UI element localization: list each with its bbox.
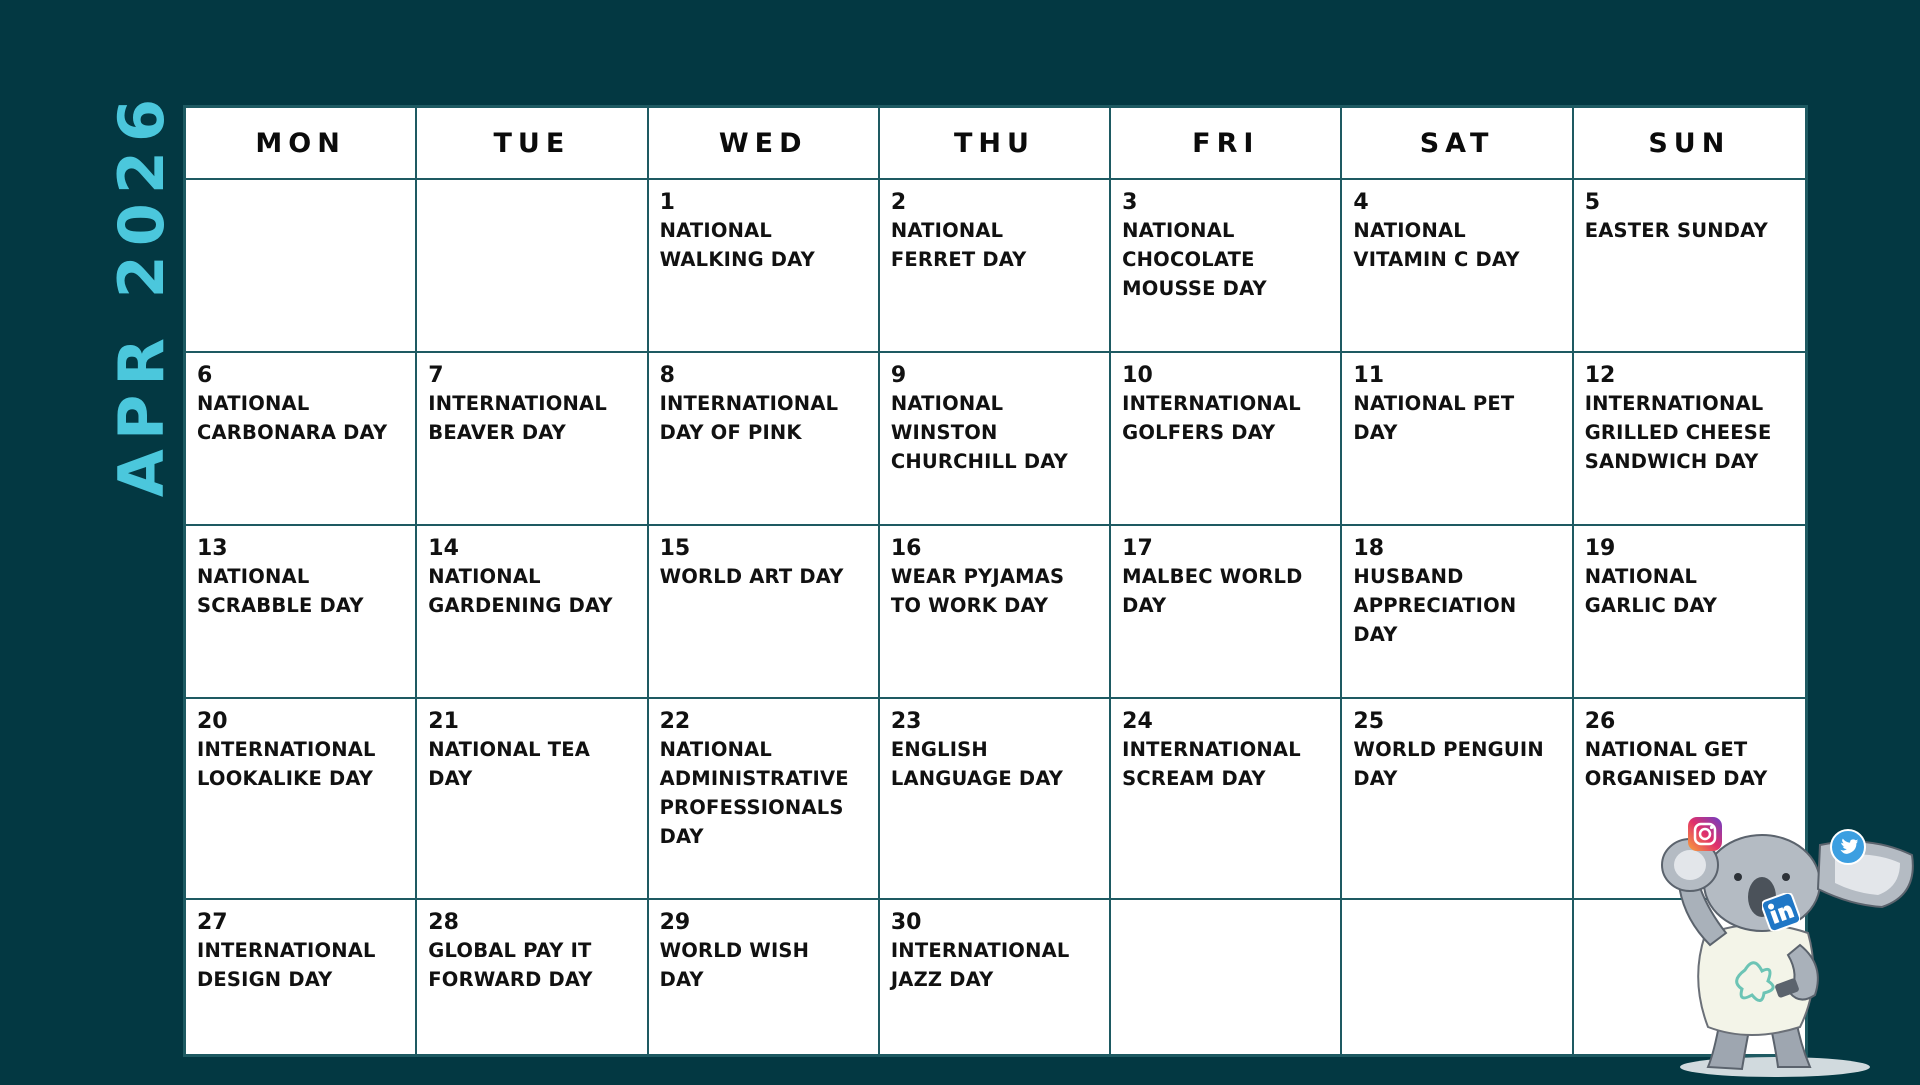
day-cell: [649, 699, 880, 900]
day-event: NATIONAL CHOCOLATE MOUSSE DAY: [1122, 219, 1267, 300]
day-cell: [1111, 900, 1342, 1054]
calendar-grid: [183, 105, 1808, 1057]
day-number: 26: [1584, 709, 1616, 734]
day-event: NATIONAL GET ORGANISED DAY: [1584, 738, 1768, 790]
weekday-header-wed: WED: [649, 108, 880, 180]
weekday-header-thu: THU: [880, 108, 1111, 180]
day-event: NATIONAL GARDENING DAY: [428, 565, 613, 617]
day-number: 10: [1122, 363, 1153, 388]
day-cell: [880, 353, 1111, 526]
day-event: INTERNATIONAL DAY OF PINK: [659, 392, 839, 444]
twitter-icon: [1830, 829, 1866, 865]
day-number: 12: [1584, 363, 1616, 388]
day-number: 27: [197, 910, 228, 935]
day-cell: [417, 353, 648, 526]
day-event: NATIONAL ADMINISTRATIVE PROFESSIONALS DAY: [659, 738, 849, 848]
day-cell: [1111, 526, 1342, 699]
day-cell: [186, 526, 417, 699]
day-cell: [1342, 526, 1573, 699]
koala-mascot: [1650, 805, 1920, 1080]
day-cell: [1574, 180, 1805, 353]
day-number: 18: [1353, 536, 1385, 561]
day-cell: [417, 699, 648, 900]
day-cell: [186, 353, 417, 526]
day-event: INTERNATIONAL SCREAM DAY: [1122, 738, 1301, 790]
day-event: WORLD WISH DAY: [659, 939, 810, 991]
day-event: ENGLISH LANGUAGE DAY: [890, 738, 1064, 790]
day-number: 17: [1122, 536, 1153, 561]
day-cell: [1111, 699, 1342, 900]
day-cell: [417, 526, 648, 699]
day-cell: [880, 900, 1111, 1054]
day-cell: [1111, 353, 1342, 526]
day-event: INTERNATIONAL GRILLED CHEESE SANDWICH DAY: [1584, 392, 1772, 473]
day-number: 2: [890, 190, 907, 215]
day-cell: [186, 180, 417, 353]
day-cell: [880, 180, 1111, 353]
day-number: 24: [1122, 709, 1153, 734]
weekday-header-mon: MON: [186, 108, 417, 180]
day-event: MALBEC WORLD DAY: [1122, 565, 1303, 617]
day-number: 25: [1353, 709, 1385, 734]
day-event: NATIONAL FERRET DAY: [890, 219, 1027, 271]
instagram-icon: [1686, 815, 1724, 853]
day-event: INTERNATIONAL BEAVER DAY: [428, 392, 607, 444]
day-number: 1: [659, 190, 675, 215]
day-cell: [649, 353, 880, 526]
day-cell: [1574, 526, 1805, 699]
day-cell: [649, 180, 880, 353]
day-event: NATIONAL CARBONARA DAY: [197, 392, 388, 444]
day-number: 30: [890, 910, 922, 935]
day-number: 16: [890, 536, 922, 561]
linkedin-icon: [1762, 893, 1800, 931]
month-title-text: APR 2026: [105, 89, 179, 497]
day-cell: [417, 900, 648, 1054]
day-number: 28: [428, 910, 459, 935]
day-event: NATIONAL PET DAY: [1353, 392, 1515, 444]
day-cell: [649, 526, 880, 699]
day-cell: [1111, 180, 1342, 353]
day-event: INTERNATIONAL JAZZ DAY: [890, 939, 1070, 991]
day-number: 23: [890, 709, 922, 734]
day-cell: [1342, 180, 1573, 353]
day-number: 7: [428, 363, 444, 388]
day-cell: [186, 699, 417, 900]
day-event: EASTER SUNDAY: [1584, 219, 1768, 242]
day-number: 6: [197, 363, 213, 388]
day-event: WEAR PYJAMAS TO WORK DAY: [890, 565, 1065, 617]
day-number: 9: [890, 363, 907, 388]
day-number: 22: [659, 709, 691, 734]
day-number: 5: [1584, 190, 1601, 215]
day-cell: [1342, 353, 1573, 526]
weekday-header-sat: SAT: [1342, 108, 1573, 180]
day-event: INTERNATIONAL GOLFERS DAY: [1122, 392, 1301, 444]
day-event: NATIONAL GARLIC DAY: [1584, 565, 1718, 617]
day-event: WORLD PENGUIN DAY: [1353, 738, 1544, 790]
day-event: NATIONAL WINSTON CHURCHILL DAY: [890, 392, 1068, 473]
day-number: 4: [1353, 190, 1369, 215]
day-number: 20: [197, 709, 228, 734]
day-number: 13: [197, 536, 228, 561]
day-number: 11: [1353, 363, 1385, 388]
weekday-header-sun: SUN: [1574, 108, 1805, 180]
day-event: HUSBAND APPRECIATION DAY: [1353, 565, 1517, 646]
day-event: INTERNATIONAL DESIGN DAY: [197, 939, 376, 991]
weekday-header-fri: FRI: [1111, 108, 1342, 180]
month-title: [104, 89, 180, 497]
day-number: 14: [428, 536, 459, 561]
day-event: WORLD ART DAY: [659, 565, 844, 588]
day-cell: [649, 900, 880, 1054]
day-event: NATIONAL TEA DAY: [428, 738, 591, 790]
day-cell: [1342, 699, 1573, 900]
day-event: GLOBAL PAY IT FORWARD DAY: [428, 939, 593, 991]
day-cell: [417, 180, 648, 353]
day-number: 8: [659, 363, 675, 388]
weekday-header-tue: TUE: [417, 108, 648, 180]
day-cell: [880, 526, 1111, 699]
day-event: NATIONAL VITAMIN C DAY: [1353, 219, 1520, 271]
day-number: 29: [659, 910, 691, 935]
day-number: 3: [1122, 190, 1138, 215]
day-number: 15: [659, 536, 691, 561]
day-cell: [1574, 353, 1805, 526]
day-cell: [880, 699, 1111, 900]
day-number: 19: [1584, 536, 1616, 561]
day-event: NATIONAL WALKING DAY: [659, 219, 815, 271]
day-event: INTERNATIONAL LOOKALIKE DAY: [197, 738, 376, 790]
day-cell: [1342, 900, 1573, 1054]
day-cell: [186, 900, 417, 1054]
day-number: 21: [428, 709, 459, 734]
day-event: NATIONAL SCRABBLE DAY: [197, 565, 364, 617]
